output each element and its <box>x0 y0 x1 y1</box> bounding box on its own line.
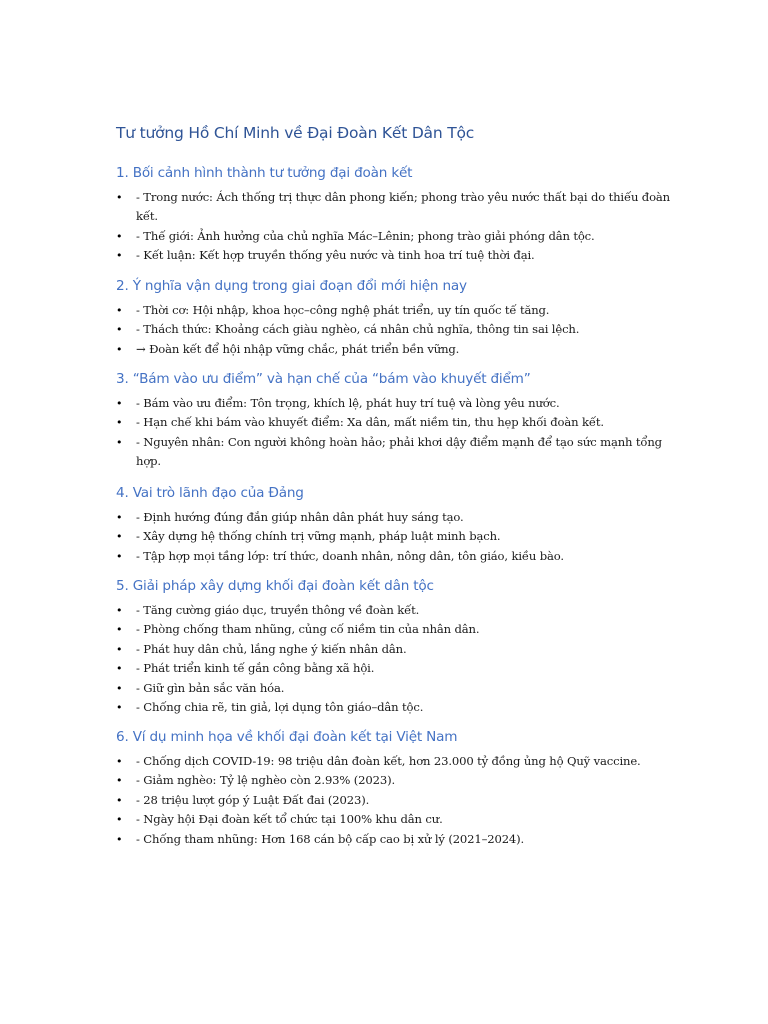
bullet-icon: • <box>116 549 123 563</box>
list-item-text: - Định hướng đúng đắn giúp nhân dân phát huy sáng tạo. <box>136 510 464 524</box>
list-item <box>116 810 676 829</box>
list-item-text: - Tập hợp mọi tầng lớp: trí thức, doanh nhân, nông dân, tôn giáo, kiều bào. <box>136 548 564 563</box>
section-heading: 4. Vai trò lãnh đạo của Đảng <box>116 485 304 501</box>
section-background <box>116 162 676 266</box>
list-item-text: - Chống chia rẽ, tin giả, lợi dụng tôn giáo–dân tộc. <box>136 700 424 715</box>
list-item-text: - Trong nước: Ách thống trị thực dân phong kiến; phong trào yêu nước thất bại do thiếu đoàn kết. <box>136 190 670 224</box>
list-item-text: - Chống tham nhũng: Hơn 168 cán bộ cấp cao bị xử lý (2021–2024). <box>136 831 525 846</box>
list-item <box>116 620 676 639</box>
list-item <box>116 547 676 566</box>
section-vai-tro-dang <box>116 482 676 566</box>
list-item-text: - Giữ gìn bản sắc văn hóa. <box>136 680 285 695</box>
list-item <box>116 771 676 790</box>
list-item-text: - Giảm nghèo: Tỷ lệ nghèo còn 2.93% (2023). <box>136 773 395 788</box>
list-item-text: - Thời cơ: Hội nhập, khoa học–công nghệ phát triển, uy tín quốc tế tăng. <box>136 303 550 317</box>
bullet-icon: • <box>116 435 123 449</box>
bullet-icon: • <box>116 416 123 430</box>
list-item-text: → Đoàn kết để hội nhập vững chắc, phát triển bền vững. <box>136 341 460 356</box>
list-item-text: - Bám vào ưu điểm: Tôn trọng, khích lệ, phát huy trí tuệ và lòng yêu nước. <box>136 396 560 410</box>
bullet-icon: • <box>116 755 123 768</box>
list-item <box>116 659 676 678</box>
bullet-list <box>116 601 676 717</box>
bullet-icon: • <box>116 623 123 637</box>
bullet-icon: • <box>116 530 123 544</box>
section-uu-diem <box>116 368 676 472</box>
section-giai-phap <box>116 575 676 717</box>
bullet-list <box>116 188 676 266</box>
list-item <box>116 188 676 227</box>
section-vi-du <box>116 726 676 849</box>
bullet-list <box>116 508 676 566</box>
list-item-text: - Ngày hội Đại đoàn kết tổ chức tại 100% khu dân cư. <box>136 812 443 827</box>
list-item-text: - Tăng cường giáo dục, truyền thông về đoàn kết. <box>136 603 420 617</box>
list-item <box>116 246 676 265</box>
section-heading: 1. Bối cảnh hình thành tư tưởng đại đoàn kết <box>116 165 413 181</box>
bullet-icon: • <box>116 604 123 617</box>
list-item <box>116 227 676 246</box>
list-item-text: - Phòng chống tham nhũng, củng cố niềm tin của nhân dân. <box>136 622 480 637</box>
section-heading: 3. “Bám vào ưu điểm” và hạn chế của “bám vào khuyết điểm” <box>116 371 531 387</box>
list-item <box>116 791 676 810</box>
list-item-text: - Chống dịch COVID-19: 98 triệu dân đoàn kết, hơn 23.000 tỷ đồng ủng hộ Quỹ vaccine. <box>136 754 641 768</box>
list-item-text: - Nguyên nhân: Con người không hoàn hảo; phải khơi dậy điểm mạnh để tạo sức mạnh tổng hợp. <box>136 434 662 469</box>
list-item-text: - Thách thức: Khoảng cách giàu nghèo, cá nhân chủ nghĩa, thông tin sai lệch. <box>136 322 580 337</box>
list-item <box>116 601 676 620</box>
list-item <box>116 698 676 717</box>
list-item-text: - Xây dựng hệ thống chính trị vững mạnh, pháp luật minh bạch. <box>136 529 501 544</box>
bullet-list <box>116 394 676 472</box>
bullet-icon: • <box>116 813 123 827</box>
bullet-icon: • <box>116 511 123 524</box>
bullet-list <box>116 301 676 359</box>
bullet-icon: • <box>116 397 123 410</box>
list-item <box>116 752 676 771</box>
bullet-icon: • <box>116 249 123 263</box>
list-item <box>116 679 676 698</box>
list-item <box>116 433 676 472</box>
list-item <box>116 640 676 659</box>
section-doi-moi <box>116 275 676 359</box>
list-item <box>116 413 676 432</box>
list-item <box>116 508 676 527</box>
bullet-icon: • <box>116 662 123 676</box>
section-heading: 2. Ý nghĩa vận dụng trong giai đoạn đổi mới hiện nay <box>116 278 467 294</box>
list-item-text: - Thế giới: Ảnh hưởng của chủ nghĩa Mác–Lênin; phong trào giải phóng dân tộc. <box>136 228 595 243</box>
bullet-list <box>116 752 676 849</box>
list-item <box>116 320 676 339</box>
list-item <box>116 527 676 546</box>
document-title: Tư tưởng Hồ Chí Minh về Đại Đoàn Kết Dân Tộc <box>116 124 475 142</box>
section-heading: 6. Ví dụ minh họa về khối đại đoàn kết tại Việt Nam <box>116 729 458 745</box>
list-item-text: - Kết luận: Kết hợp truyền thống yêu nước và tinh hoa trí tuệ thời đại. <box>136 248 535 263</box>
bullet-icon: • <box>116 793 123 807</box>
list-item-text: - Phát huy dân chủ, lắng nghe ý kiến nhân dân. <box>136 641 407 656</box>
bullet-icon: • <box>116 681 123 695</box>
list-item-text: - Hạn chế khi bám vào khuyết điểm: Xa dân, mất niềm tin, thu hẹp khối đoàn kết. <box>136 415 604 430</box>
bullet-icon: • <box>116 323 123 337</box>
bullet-icon: • <box>116 304 123 317</box>
list-item-text: - Phát triển kinh tế gắn công bằng xã hội. <box>136 661 375 676</box>
list-item <box>116 830 676 849</box>
bullet-icon: • <box>116 342 123 356</box>
list-item <box>116 301 676 320</box>
list-item <box>116 340 676 359</box>
bullet-icon: • <box>116 191 123 204</box>
bullet-icon: • <box>116 701 123 715</box>
list-item <box>116 394 676 413</box>
bullet-icon: • <box>116 229 123 243</box>
section-heading: 5. Giải pháp xây dựng khối đại đoàn kết dân tộc <box>116 578 434 594</box>
bullet-icon: • <box>116 642 123 656</box>
bullet-icon: • <box>116 774 123 788</box>
list-item-text: - 28 triệu lượt góp ý Luật Đất đai (2023). <box>136 792 370 807</box>
bullet-icon: • <box>116 832 123 846</box>
